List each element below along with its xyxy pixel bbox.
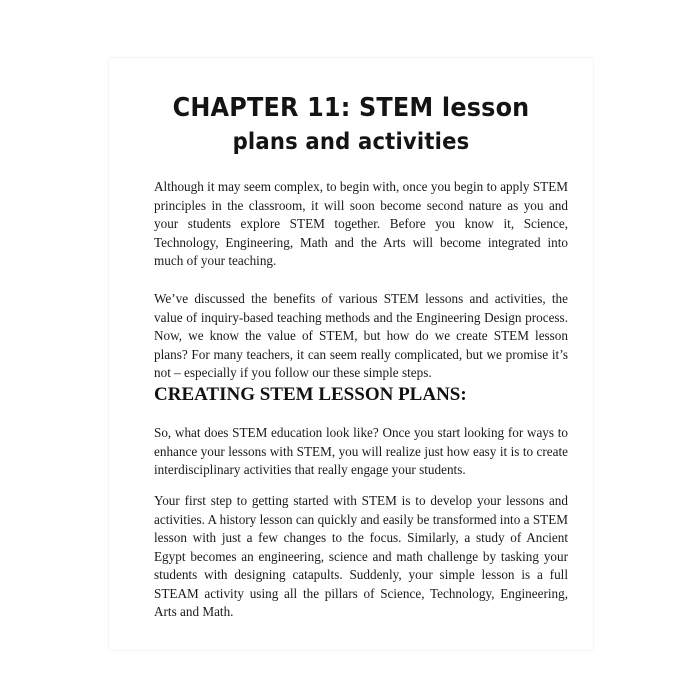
benefits-paragraph: We’ve discussed the benefits of various STEM lessons and activities, the value of inquiry-based teaching methods and the Engineering Design process. Now, we know the value of STEM, but how do we create STEM lesson plans? For many teachers, it can seem really complicated, but we promise it’s not – especially if you follow our these simple steps. bbox=[154, 291, 568, 380]
document-page bbox=[109, 58, 593, 650]
chapter-title bbox=[109, 92, 593, 158]
first-step-paragraph: Your first step to getting started with STEM is to develop your lessons and activities. A history lesson can quickly and easily be transformed into a STEM lesson with just a few changes to the focus. Similarly, a study of Ancient Egypt becomes an engineering, science and math challenge by tasking your students with designing catapults. Suddenly, your simple lesson is a full STEAM activity using all the pillars of Science, Technology, Engineering, Arts and Math. bbox=[154, 493, 568, 619]
section-heading: CREATING STEM LESSON PLANS: bbox=[154, 384, 467, 405]
stem-education-paragraph: So, what does STEM education look like? Once you start looking for ways to enhance your lessons with STEM, you will realize just how easy it is to create interdisciplinary activities that really engage your students. bbox=[154, 425, 568, 477]
chapter-title-line1: CHAPTER 11: STEM lesson bbox=[172, 93, 530, 123]
chapter-title-line2: plans and activities bbox=[232, 129, 470, 155]
intro-paragraph: Although it may seem complex, to begin with, once you begin to apply STEM principles in the classroom, it will soon become second nature as you and your students explore STEM together. Before you know it, Science, Technology, Engineering, Math and the Arts will become integrated into much of your teaching. bbox=[154, 179, 568, 268]
